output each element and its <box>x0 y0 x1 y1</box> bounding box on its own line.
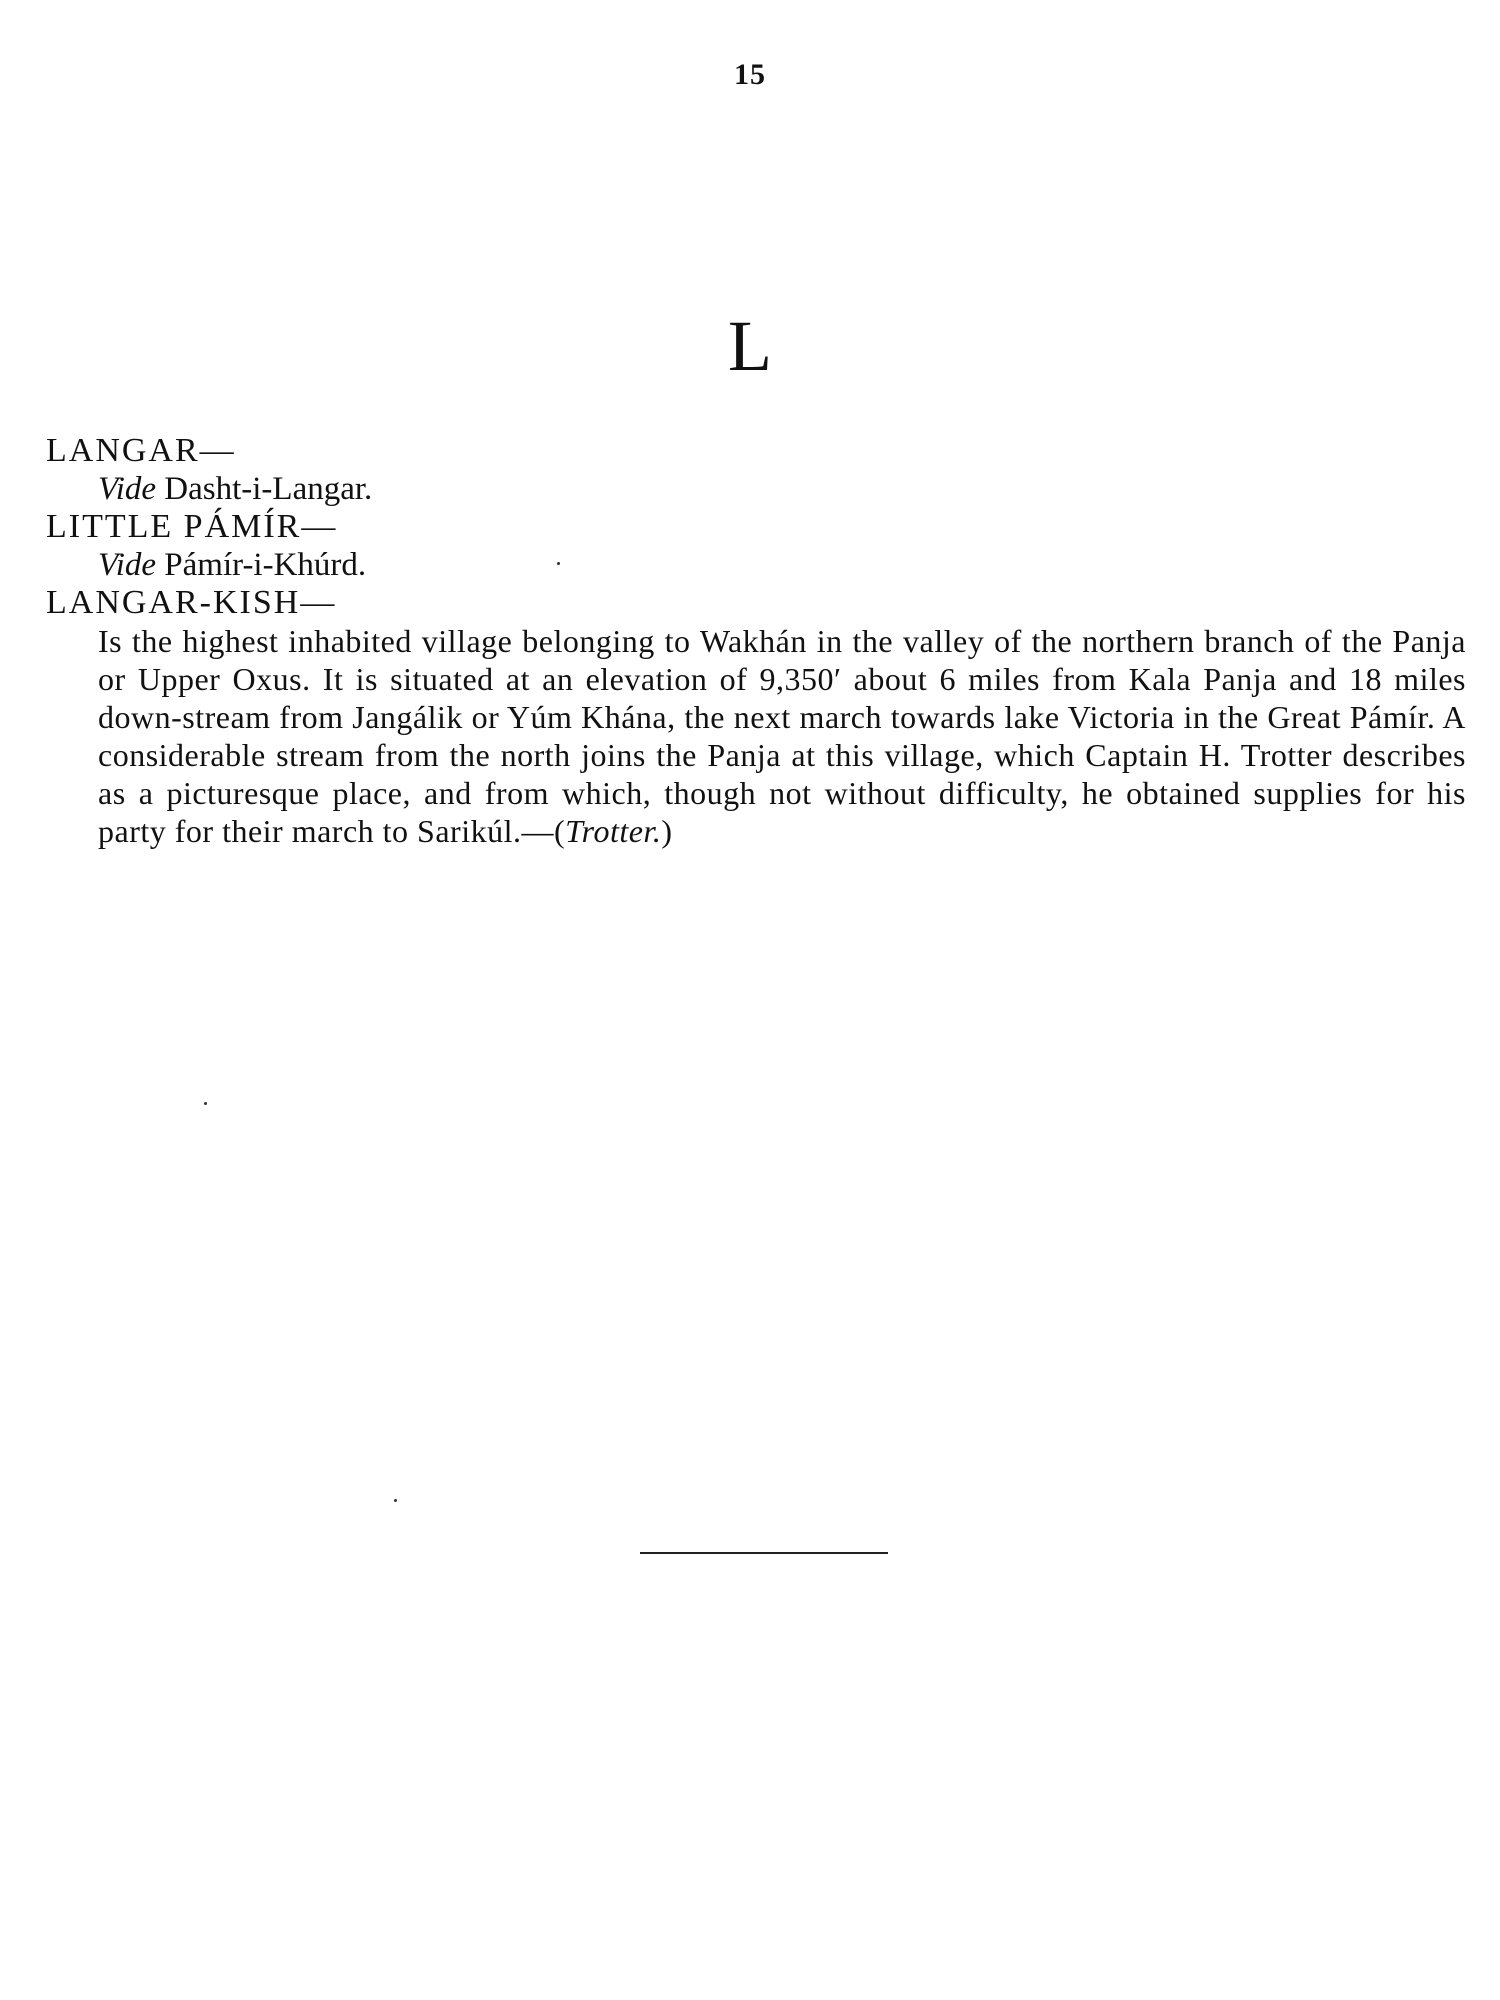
entry-headword: LITTLE PÁMÍR— <box>46 508 338 545</box>
cross-reference <box>46 470 1466 508</box>
source-citation: Trotter. <box>565 813 662 849</box>
print-speck <box>394 1499 397 1502</box>
page-number: 15 <box>734 58 766 91</box>
gazetteer-entries <box>46 432 1466 850</box>
entry-langar-kish <box>46 584 1466 850</box>
entry-little-pamir <box>46 508 1466 584</box>
source-close: ) <box>661 813 673 849</box>
entry-headword: LANGAR-KISH— <box>46 584 337 621</box>
vide-label: Vide <box>98 471 157 507</box>
section-letter: L <box>728 306 772 386</box>
vide-label: Vide <box>98 547 157 583</box>
entry-description <box>46 622 1466 850</box>
cross-reference <box>46 546 1466 584</box>
reference-target: Pámír-i-Khúrd. <box>164 547 367 583</box>
end-rule <box>640 1552 888 1554</box>
entry-headword: LANGAR— <box>46 432 236 469</box>
description-text: Is the highest inhabited village belonging to Wakhán in the valley of the northern branch of the Panja or Upper Oxus. It is situated at an elevation of 9,350′ about 6 miles from Kala Panja and 18 miles down-stream from Jangálik or Yúm Khána, the next march towards lake Victoria in the Great Pámír. A considerable stream from the north joins the Panja at this village, which Captain H. Trotter describes as a picturesque place, and from which, though not without difficulty, he obtained supplies for his party for their march to Sarikúl.—( <box>98 623 1466 849</box>
reference-target: Dasht-i-Langar. <box>164 471 373 507</box>
print-speck <box>557 562 560 565</box>
entry-langar <box>46 432 1466 508</box>
print-speck <box>204 1102 207 1105</box>
